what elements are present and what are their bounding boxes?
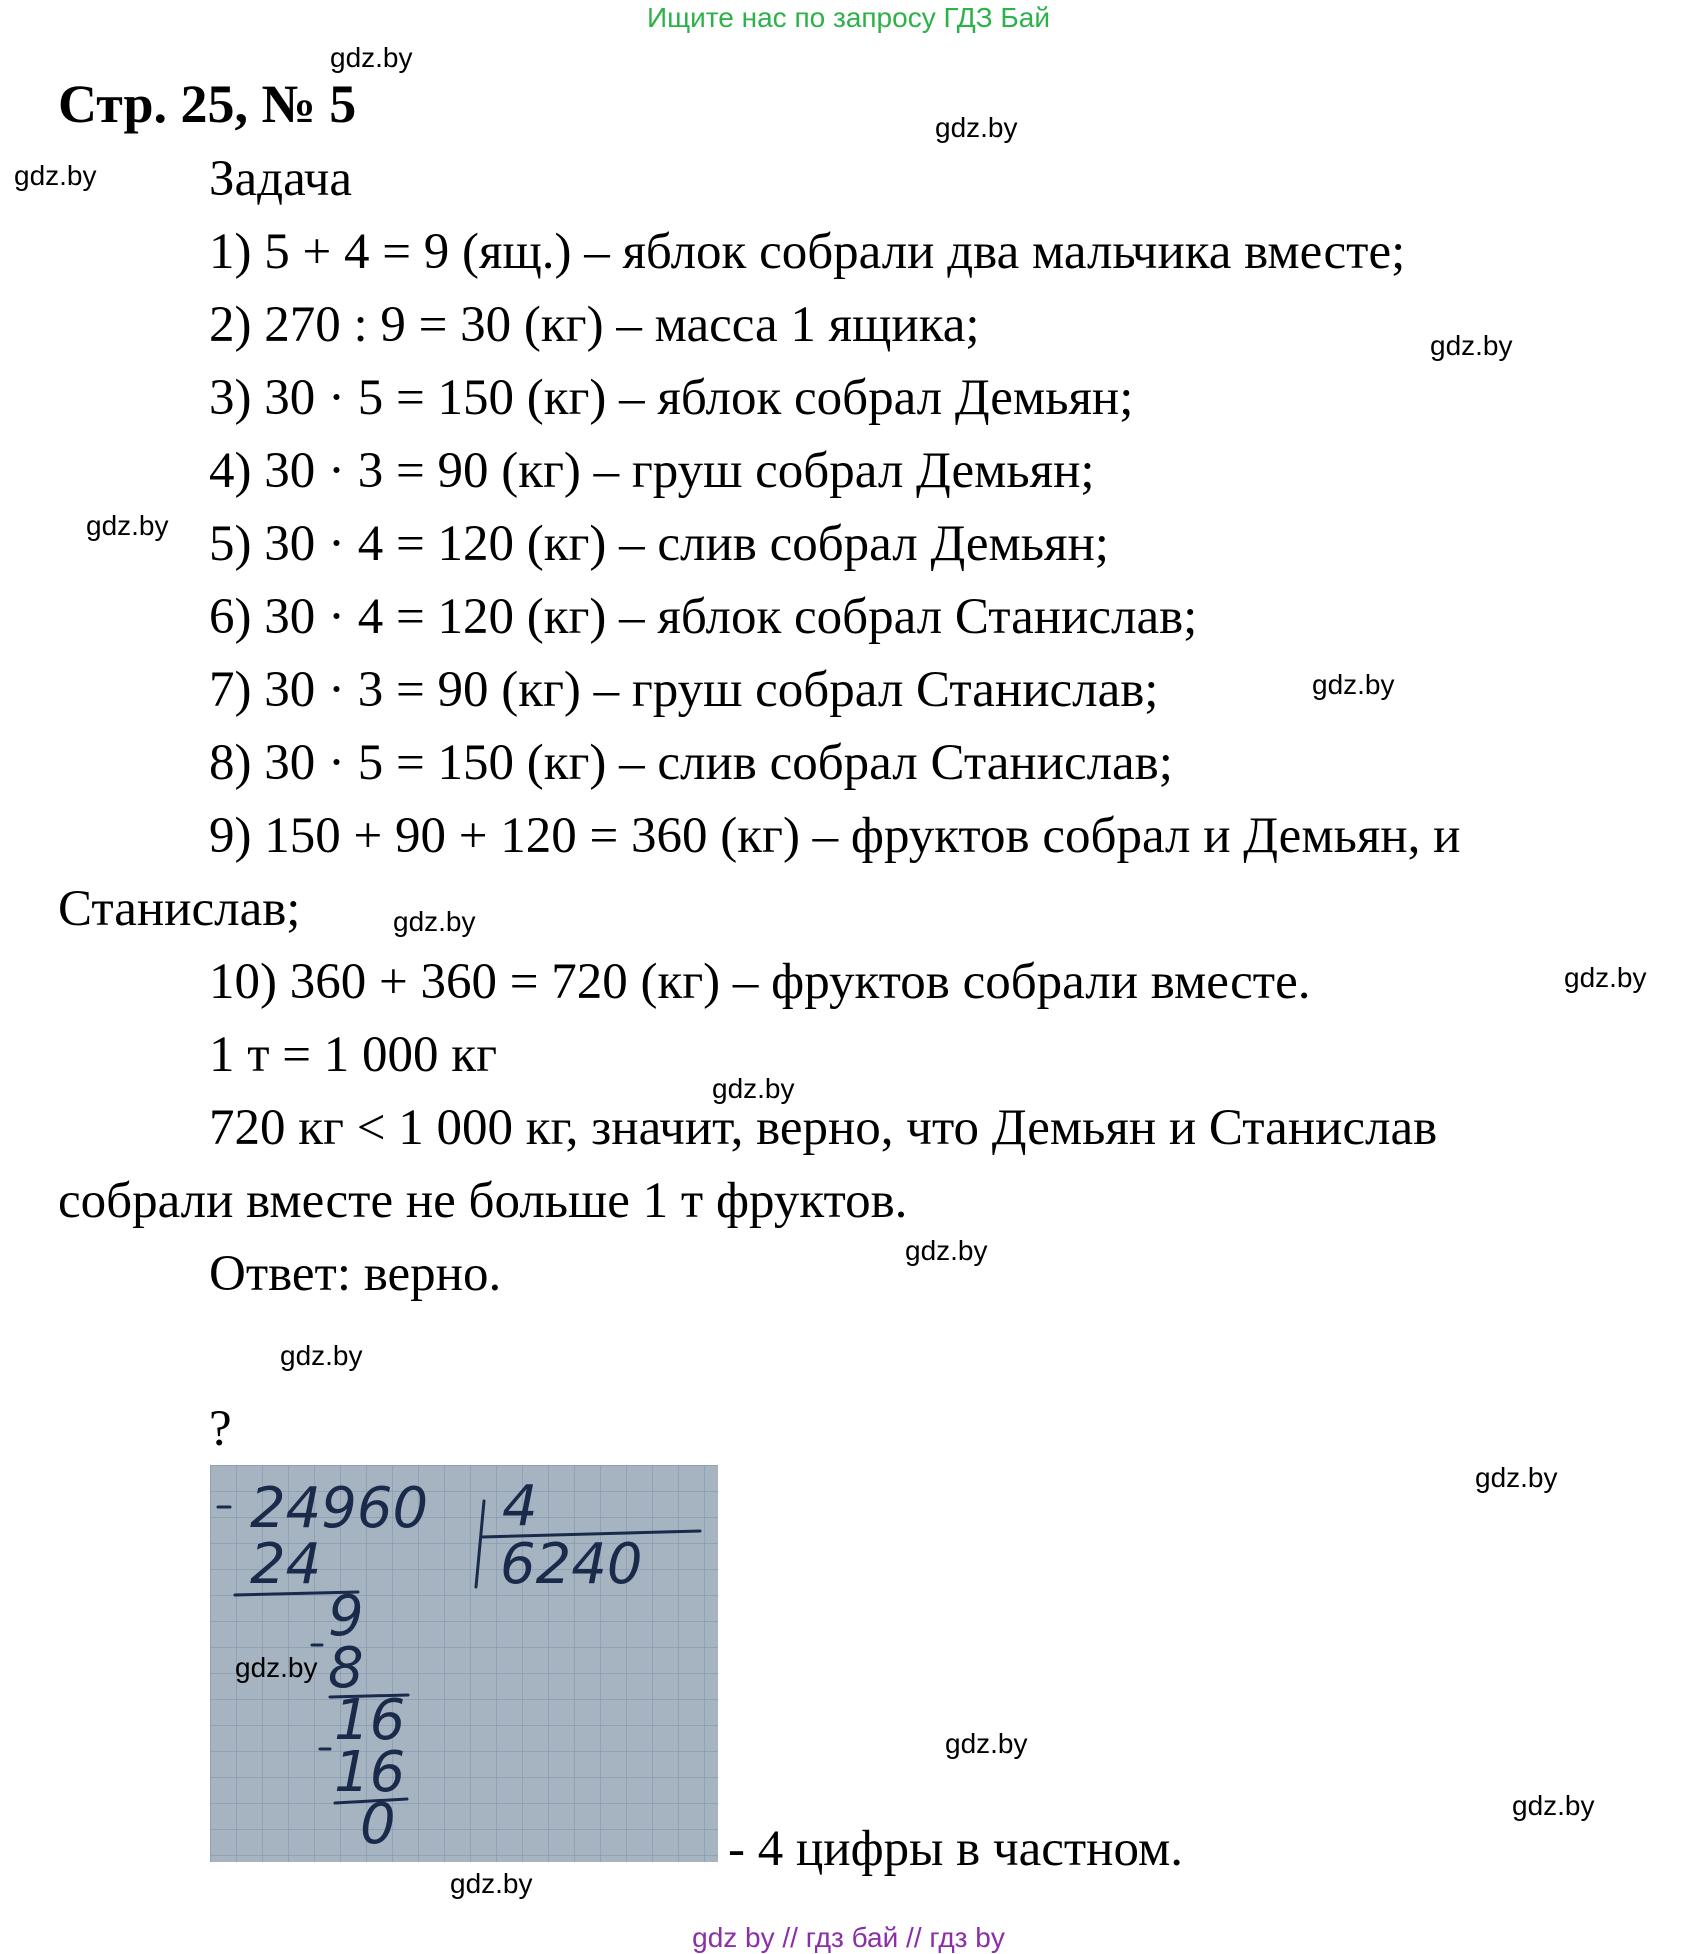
watermark: gdz.by: [450, 1868, 533, 1899]
division-step-remainder-3: 0: [360, 1792, 396, 1857]
comparison-line: 720 кг < 1 000 кг, значит, верно, что Демьян и Станислав: [209, 1100, 1438, 1156]
division-step-subtrahend-2: 8: [328, 1636, 364, 1701]
comparison-line-continued: собрали вместе не больше 1 т фруктов.: [58, 1173, 908, 1229]
watermark: gdz.by: [1430, 330, 1513, 361]
division-step-subtrahend-1: 24: [250, 1532, 322, 1597]
solution-step-3: 3) 30 · 5 = 150 (кг) – яблок собрал Демьян;: [209, 370, 1134, 426]
solution-step-8: 8) 30 · 5 = 150 (кг) – слив собрал Станислав;: [209, 735, 1173, 791]
division-note: - 4 цифры в частном.: [728, 1821, 1184, 1877]
solution-step-6: 6) 30 · 4 = 120 (кг) – яблок собрал Станислав;: [209, 589, 1198, 645]
watermark: gdz.by: [235, 1652, 318, 1683]
page-title: Стр. 25, № 5: [58, 74, 357, 134]
watermark: gdz.by: [393, 906, 476, 937]
watermark: gdz.by: [330, 42, 413, 73]
division-step-subtrahend-3: 16: [334, 1740, 406, 1805]
top-banner: Ищите нас по запросу ГДЗ Бай: [646, 2, 1051, 33]
watermark: gdz.by: [1312, 669, 1395, 700]
footer: gdz by // гдз бай // гдз by: [692, 1922, 1005, 1953]
division-step-remainder-2: 16: [334, 1688, 406, 1753]
solution-step-5: 5) 30 · 4 = 120 (кг) – слив собрал Демьян;: [209, 516, 1109, 572]
watermark: gdz.by: [712, 1073, 795, 1104]
solution-heading: Задача: [209, 151, 353, 207]
solution-step-7: 7) 30 · 3 = 90 (кг) – груш собрал Станислав;: [209, 662, 1159, 718]
question-mark: ?: [209, 1401, 232, 1457]
solution-step-9: 9) 150 + 90 + 120 = 360 (кг) – фруктов собрал и Демьян, и: [209, 808, 1461, 864]
watermark: gdz.by: [280, 1340, 363, 1371]
solution-step-10: 10) 360 + 360 = 720 (кг) – фруктов собрали вместе.: [209, 954, 1311, 1010]
watermark: gdz.by: [935, 112, 1018, 143]
solution-step-9-continued: Станислав;: [58, 881, 301, 937]
solution-step-1: 1) 5 + 4 = 9 (ящ.) – яблок собрали два мальчика вместе;: [209, 224, 1406, 280]
division-quotient: 6240: [500, 1532, 643, 1597]
watermark: gdz.by: [1564, 962, 1647, 993]
division-divisor: 4: [502, 1474, 538, 1539]
division-dividend: 24960: [250, 1476, 429, 1541]
watermark: gdz.by: [86, 510, 169, 541]
watermark: gdz.by: [945, 1728, 1028, 1759]
watermark: gdz.by: [14, 160, 97, 191]
watermark: gdz.by: [1512, 1790, 1595, 1821]
unit-conversion: 1 т = 1 000 кг: [209, 1027, 497, 1083]
watermark: gdz.by: [1475, 1462, 1558, 1493]
watermark: gdz.by: [905, 1235, 988, 1266]
division-step-remainder-1: 9: [328, 1584, 364, 1649]
solution-step-2: 2) 270 : 9 = 30 (кг) – масса 1 ящика;: [209, 297, 980, 353]
solution-step-4: 4) 30 · 3 = 90 (кг) – груш собрал Демьян;: [209, 443, 1095, 499]
answer-line: Ответ: верно.: [209, 1246, 502, 1302]
